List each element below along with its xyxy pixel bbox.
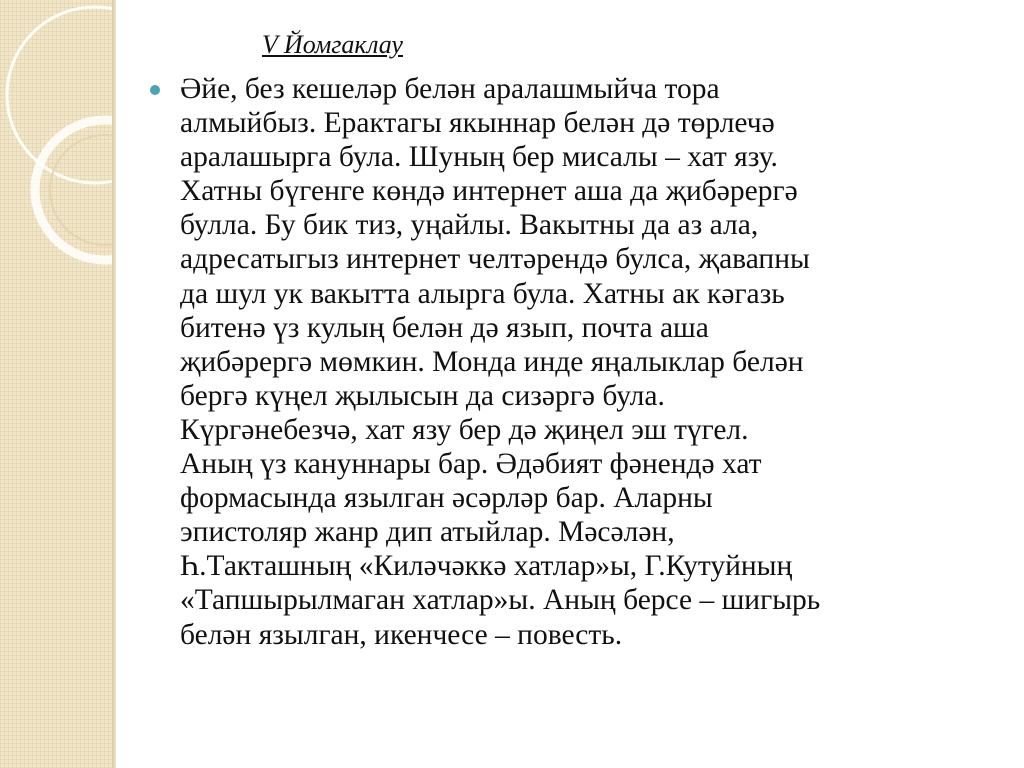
decorative-circles <box>0 0 112 768</box>
bullet-icon <box>150 85 160 95</box>
content-list <box>150 72 1000 652</box>
side-panel-border <box>112 0 116 768</box>
slide-title: V Йомгаклау <box>262 30 403 59</box>
body-paragraph: Әйе, без кешеләр белән аралашмыйча тора алмыйбыз. Ерактагы якыннар белән дә төрлечә аралашырга була. Шуның бер мисалы – хат язу. Хатны бүгенге көндә интернет аша да җибәрергә булла. Бу бик тиз, уңайлы. Вакытны да аз ала, адресатыгыз интернет челтәрендә булса, җавапны да шул ук вакытта алырга була. Хатны ак кәгазь битенә үз кулың белән дә язып, почта аша җибәрергә мөмкин. Монда инде яңалыклар белән бергә күңел җылысын да сизәргә була. Күргәнебезчә, хат язу бер дә җиңел эш түгел. Аның үз кануннары бар. Әдәбият фәнендә хат формасында язылган әсәрләр бар. Аларны эпистоляр жанр дип атыйлар. Мәсәлән, Һ.Такташның «Киләчәккә хатлар»ы, Г.Кутуйның «Тапшырылмаган хатлар»ы. Аның берсе – шигырь белән язылган, икенчесе – повесть. <box>180 73 821 651</box>
side-decoration-panel <box>0 0 112 768</box>
list-item <box>150 72 1000 652</box>
